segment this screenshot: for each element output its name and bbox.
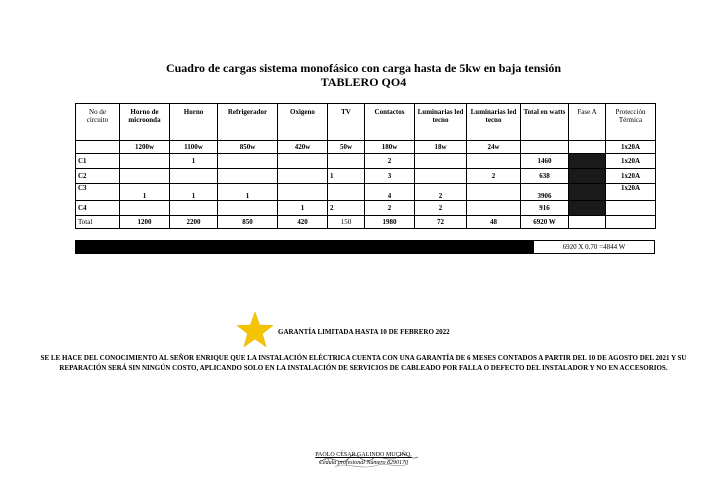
total-row <box>76 216 656 229</box>
table-cell: 1 <box>218 184 278 201</box>
table-cell <box>76 141 120 154</box>
header-cell: Protección Térmica <box>606 104 656 141</box>
signer-license: Cédula profesional Número 8290170 <box>318 460 409 466</box>
table-cell: 638 <box>521 169 569 184</box>
header-cell: Luminarias led tecno <box>467 104 521 141</box>
table-cell: 2 <box>467 169 521 184</box>
header-cell: Fase A <box>569 104 606 141</box>
document-subtitle: TABLERO QO4 <box>320 75 407 89</box>
table-cell: 1980 <box>365 216 415 229</box>
phase-a-cell <box>569 169 606 184</box>
table-cell: 48 <box>467 216 521 229</box>
table-cell: 420w <box>278 141 328 154</box>
table-cell: 2 <box>415 184 467 201</box>
circuit-label: C4 <box>76 201 120 216</box>
header-cell: TV <box>328 104 365 141</box>
notice-line: SE LE HACE DEL CONOCIMIENTO AL SEÑOR ENRIQUE QUE LA INSTALACIÓN ELÉCTRICA CUENTA CON UNA GARANTÍA DE 6 MESES CONTADOS A PARTIR DEL 10 DE AGOSTO DEL 2021 Y SU <box>40 354 687 362</box>
table-cell <box>521 141 569 154</box>
header-cell: Oxigeno <box>278 104 328 141</box>
circuit-label: C1 <box>76 154 120 169</box>
table-cell: 850 <box>218 216 278 229</box>
table-cell: 3 <box>365 169 415 184</box>
table-cell: 1200 <box>120 216 170 229</box>
total-label: Total <box>76 216 120 229</box>
table-row <box>76 154 656 169</box>
header-cell: Luminarias led tecno <box>415 104 467 141</box>
header-cell: Refrigerador <box>218 104 278 141</box>
star-icon <box>236 311 274 349</box>
table-cell: 2 <box>365 154 415 169</box>
notice-line: REPARACIÓN SERÁ SIN NINGÚN COSTO, APLICANDO SOLO EN LA INSTALACIÓN DE SERVICIOS DE CABLEADO POR FALLA O DEFECTO DEL INSTALADOR Y NO EN ACCESORIOS. <box>59 364 668 372</box>
table-cell: 4 <box>365 184 415 201</box>
table-cell: 2 <box>415 201 467 216</box>
header-cell: Total en watts <box>521 104 569 141</box>
table-cell: 18w <box>415 141 467 154</box>
guarantee-notice <box>25 353 702 373</box>
table-cell: 1 <box>278 201 328 216</box>
table-cell <box>569 141 606 154</box>
table-cell: 24w <box>467 141 521 154</box>
table-cell <box>218 154 278 169</box>
table-cell <box>278 184 328 201</box>
table-cell: 1200w <box>120 141 170 154</box>
header-cell: Horno de microonda <box>120 104 170 141</box>
table-cell: 1100w <box>170 141 218 154</box>
table-cell: 1 <box>120 184 170 201</box>
table-cell: 150 <box>328 216 365 229</box>
table-cell: 1460 <box>521 154 569 169</box>
table-cell: 2 <box>365 201 415 216</box>
table-cell <box>120 201 170 216</box>
table-cell <box>467 154 521 169</box>
table-row <box>76 184 656 201</box>
table-cell: 6920 W <box>521 216 569 229</box>
phase-a-cell <box>569 184 606 201</box>
table-cell <box>467 184 521 201</box>
table-cell <box>415 169 467 184</box>
table-cell: 2 <box>328 201 365 216</box>
circuit-label: C3 <box>76 184 120 201</box>
header-cell: Horno <box>170 104 218 141</box>
table-cell: 1x20A <box>606 154 656 169</box>
table-row <box>76 169 656 184</box>
table-cell <box>569 216 606 229</box>
black-bar <box>75 240 533 254</box>
table-cell: 2200 <box>170 216 218 229</box>
table-cell: 1x20A <box>606 184 656 201</box>
table-cell <box>170 169 218 184</box>
table-cell <box>120 154 170 169</box>
signer-name: PAOLO CÉSAR GALINDO MUCIÑO. <box>315 452 412 458</box>
table-cell: 1x20A <box>606 169 656 184</box>
table-cell <box>606 201 656 216</box>
circuit-label: C2 <box>76 169 120 184</box>
phase-a-cell <box>569 201 606 216</box>
table-cell <box>328 154 365 169</box>
demand-calculation: 6920 X 0.70 =4844 W <box>533 240 655 254</box>
table-cell: 180w <box>365 141 415 154</box>
table-cell <box>328 184 365 201</box>
table-cell <box>467 201 521 216</box>
table-cell <box>170 201 218 216</box>
table-cell: 1 <box>170 184 218 201</box>
header-cell: Contactos <box>365 104 415 141</box>
table-cell: 1x20A <box>606 141 656 154</box>
table-cell <box>278 169 328 184</box>
table-header-row <box>76 104 656 141</box>
load-table <box>75 103 656 229</box>
table-cell: 916 <box>521 201 569 216</box>
wattage-row <box>76 141 656 154</box>
table-cell: 420 <box>278 216 328 229</box>
guarantee-text: GARANTÍA LIMITADA HASTA 10 DE FEBRERO 2022 <box>278 328 450 336</box>
table-cell: 50w <box>328 141 365 154</box>
document-title: Cuadro de cargas sistema monofásico con carga hasta de 5kw en baja tensión <box>165 61 562 75</box>
table-cell <box>218 201 278 216</box>
table-row <box>76 201 656 216</box>
table-cell: 1 <box>328 169 365 184</box>
table-cell: 72 <box>415 216 467 229</box>
table-cell <box>415 154 467 169</box>
table-cell <box>606 216 656 229</box>
header-cell: No de circuito <box>76 104 120 141</box>
table-cell <box>278 154 328 169</box>
table-cell <box>120 169 170 184</box>
table-cell <box>218 169 278 184</box>
table-cell: 850w <box>218 141 278 154</box>
table-cell: 3906 <box>521 184 569 201</box>
phase-a-cell <box>569 154 606 169</box>
table-cell: 1 <box>170 154 218 169</box>
